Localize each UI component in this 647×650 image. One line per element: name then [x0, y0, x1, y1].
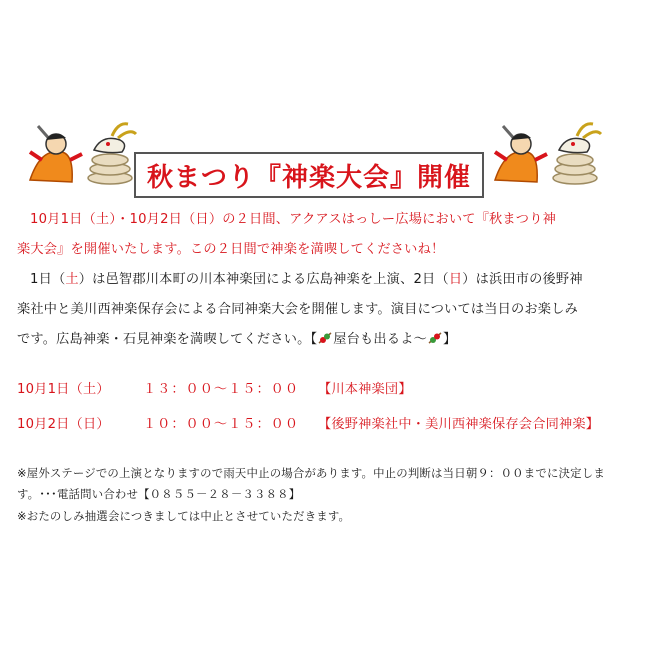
body-line-1	[30, 268, 583, 287]
intro-line-1: 10月1日（土）・10月2日（日）の２日間、アクアスはっしー広場において『秋まつり神	[30, 212, 556, 227]
skewer-icon	[427, 331, 443, 345]
weekday: 土	[82, 382, 97, 397]
schedule-time: １３：００～１５：００	[143, 382, 300, 397]
body-line-3	[17, 328, 456, 347]
page-title: 秋まつり『神楽大会』開催	[134, 152, 484, 198]
schedule-date	[17, 413, 110, 432]
skewer-icon	[317, 331, 333, 345]
body-text: ）は浜田市の後野神	[462, 272, 583, 287]
schedule-date	[17, 378, 110, 397]
schedule-group: 【川本神楽団】	[318, 382, 412, 397]
date-text: 10月2日（	[17, 417, 83, 432]
body-line-2: 楽社中と美川西神楽保存会による合同神楽大会を開催します。演目については当日のお楽しみ	[17, 302, 578, 317]
body-text: ）は邑智郡川本町の川本神楽団による広島神楽を上演、2日（	[78, 272, 449, 287]
body-text: 1日（	[30, 272, 66, 287]
weekday-sat: 土	[65, 272, 79, 287]
kagura-dancer-dragon-icon	[22, 120, 140, 192]
date-text: ）	[96, 417, 110, 432]
weekday: 日	[82, 417, 97, 432]
bracket: 】	[442, 332, 457, 347]
stall-note: 屋台も出るよ～	[333, 332, 427, 347]
date-text: 10月1日（	[17, 382, 83, 397]
weekday-sun: 日	[448, 272, 463, 287]
body-text: です。広島神楽・石見神楽を満喫してください。	[17, 332, 311, 347]
schedule-time: １０：００～１５：００	[143, 417, 300, 432]
bracket: 【	[310, 332, 318, 347]
note-line-2: す。･･･電話問い合わせ【０８５５－２８－３３８８】	[17, 487, 301, 501]
schedule-group: 【後野神楽社中・美川西神楽保存会合同神楽】	[318, 417, 600, 432]
note-line-3: ※おたのしみ抽選会につきましては中止とさせていただきます。	[17, 509, 351, 523]
note-line-1: ※屋外ステージでの上演となりますので雨天中止の場合があります。中止の判断は当日朝９：００までに決定しま	[17, 466, 605, 480]
intro-line-2: 楽大会』を開催いたします。この２日間で神楽を満喫してくださいね！	[17, 242, 445, 257]
date-text: ）	[96, 382, 110, 397]
kagura-dancer-dragon-icon	[487, 120, 605, 192]
